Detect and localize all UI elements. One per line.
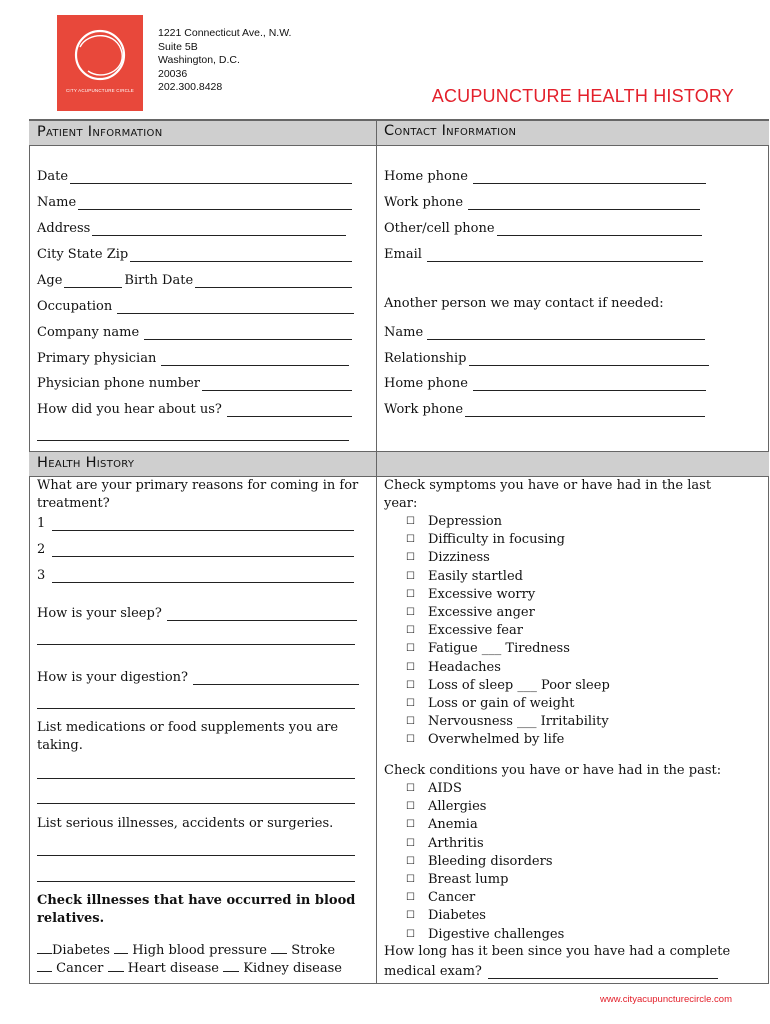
symptom-label: Loss or gain of weight	[428, 696, 575, 712]
diabetes-checkbox-blank[interactable]	[37, 941, 52, 954]
checkbox-icon[interactable]: ☐	[406, 892, 415, 904]
emergency-work-phone-field[interactable]	[384, 399, 705, 417]
primary-physician-field[interactable]	[37, 348, 349, 366]
occupation-label: Occupation	[37, 299, 113, 314]
document-title: ACUPUNCTURE HEALTH HISTORY	[431, 86, 734, 106]
address-label: Address	[37, 221, 91, 236]
emergency-work-phone-label: Work phone	[384, 402, 464, 417]
email-label: Email	[384, 247, 422, 262]
conditions-intro: Check conditions you have or have had in the past:	[384, 763, 722, 778]
condition-item[interactable]	[406, 889, 564, 907]
symptom-item[interactable]	[406, 695, 610, 713]
exam-question-line-1: How long has it been since you have had a complete	[384, 944, 731, 959]
symptom-label: Excessive anger	[428, 605, 535, 621]
condition-item[interactable]	[406, 871, 564, 889]
email-field[interactable]	[384, 244, 703, 262]
condition-item[interactable]	[406, 907, 564, 925]
home-phone-field[interactable]	[384, 166, 706, 184]
relative-diabetes: Diabetes	[52, 943, 110, 958]
relative-stroke: Stroke	[291, 943, 336, 958]
condition-label: Arthritis	[428, 835, 484, 851]
illnesses-question: List serious illnesses, accidents or surgeries.	[37, 816, 334, 831]
clinic-logo	[57, 15, 143, 111]
checkbox-icon[interactable]: ☐	[406, 783, 415, 794]
symptoms-list	[406, 513, 610, 750]
occupation-field[interactable]	[37, 296, 354, 314]
checkbox-icon[interactable]: ☐	[406, 801, 415, 813]
emergency-home-phone-label: Home phone	[384, 376, 468, 391]
checkbox-icon[interactable]: ☐	[406, 661, 415, 673]
checkbox-icon[interactable]: ☐	[406, 855, 415, 867]
condition-item[interactable]	[406, 798, 564, 816]
column-divider	[376, 120, 377, 984]
digestion-extra-line[interactable]	[37, 708, 355, 709]
emergency-home-phone-field[interactable]	[384, 373, 706, 391]
health-section-bar	[29, 451, 769, 477]
medications-line-1[interactable]	[37, 778, 355, 779]
medications-line-2[interactable]	[37, 803, 355, 804]
condition-item[interactable]	[406, 853, 564, 871]
high-bp-checkbox-blank[interactable]	[114, 941, 128, 954]
primary-physician-label: Primary physician	[37, 351, 157, 366]
symptom-item[interactable]	[406, 640, 610, 658]
name-label: Name	[37, 195, 77, 210]
city-state-zip-label: City State Zip	[37, 247, 129, 262]
symptom-item[interactable]	[406, 713, 610, 731]
patient-info-heading: Patient Information	[37, 124, 163, 140]
another-person-label: Another person we may contact if needed:	[384, 296, 664, 311]
condition-label: Bleeding disorders	[428, 853, 553, 869]
condition-label: AIDS	[428, 781, 462, 796]
birth-date-label: Birth Date	[124, 273, 194, 288]
age-birthdate-field[interactable]	[37, 270, 352, 288]
symptom-item[interactable]	[406, 604, 610, 622]
symptom-label: Dizziness	[428, 550, 490, 566]
symptom-label: Easily startled	[428, 568, 523, 584]
relationship-label: Relationship	[384, 351, 467, 366]
address-line: Washington, D.C.	[158, 54, 240, 66]
condition-item[interactable]	[406, 780, 564, 798]
relative-cancer: Cancer	[56, 961, 104, 976]
company-name-label: Company name	[37, 325, 140, 340]
condition-label: Allergies	[428, 799, 487, 815]
symptom-label: Loss of sleep ___ Poor sleep	[428, 677, 610, 693]
symptom-item[interactable]	[406, 622, 610, 640]
hear-about-extra-line[interactable]	[37, 440, 349, 441]
digestion-label: How is your digestion?	[37, 670, 188, 685]
sleep-label: How is your sleep?	[37, 606, 162, 621]
symptoms-intro: Check symptoms you have or have had in the last year:	[384, 478, 712, 512]
other-cell-phone-label: Other/cell phone	[384, 221, 495, 236]
symptom-label: Excessive fear	[428, 623, 523, 639]
checkbox-icon[interactable]: ☐	[406, 516, 415, 527]
symptom-item[interactable]	[406, 731, 610, 749]
digestion-field[interactable]	[37, 667, 359, 685]
city-state-zip-field[interactable]	[37, 244, 352, 262]
symptom-label: Depression	[428, 514, 503, 529]
symptom-label: Overwhelmed by life	[428, 732, 565, 748]
hear-about-label: How did you hear about us?	[37, 402, 222, 417]
conditions-list	[406, 780, 564, 944]
symptom-label: Headaches	[428, 659, 501, 675]
relative-kidney-disease: Kidney disease	[243, 961, 342, 976]
checkbox-icon[interactable]: ☐	[406, 874, 415, 886]
clinic-address	[158, 27, 291, 95]
relatives-row-2	[37, 959, 342, 978]
symptom-item[interactable]	[406, 659, 610, 677]
other-cell-phone-field[interactable]	[384, 218, 702, 236]
relative-heart-disease: Heart disease	[127, 961, 219, 976]
symptom-item[interactable]	[406, 513, 610, 531]
circle-logo-icon	[70, 25, 130, 85]
blood-relatives-heading: Check illnesses that have occurred in blood relatives.	[37, 893, 356, 927]
cancer-checkbox-blank[interactable]	[37, 959, 52, 972]
logo-text: CITY ACUPUNCTURE CIRCLE	[65, 88, 135, 93]
address-field[interactable]	[37, 218, 346, 236]
relatives-row-1	[37, 941, 335, 960]
condition-label: Anemia	[428, 817, 478, 833]
checkbox-icon[interactable]: ☐	[406, 928, 415, 940]
reason-number: 2	[37, 542, 46, 557]
primary-reasons-question: What are your primary reasons for coming in for treatment?	[37, 478, 359, 512]
condition-item[interactable]	[406, 835, 564, 853]
checkbox-icon[interactable]: ☐	[406, 679, 415, 691]
illnesses-line-1[interactable]	[37, 855, 355, 856]
symptom-item[interactable]	[406, 549, 610, 567]
stroke-checkbox-blank[interactable]	[271, 941, 287, 954]
reason-2-field[interactable]	[37, 539, 354, 557]
sleep-field[interactable]	[37, 603, 357, 621]
condition-item[interactable]	[406, 926, 564, 944]
symptom-item[interactable]	[406, 677, 610, 695]
checkbox-icon[interactable]: ☐	[406, 552, 415, 564]
contact-info-heading: Contact Information	[384, 123, 517, 139]
illnesses-line-2[interactable]	[37, 881, 355, 882]
address-line: 1221 Connecticut Ave., N.W.	[158, 27, 292, 39]
symptom-item[interactable]	[406, 568, 610, 586]
checkbox-icon[interactable]: ☐	[406, 643, 415, 655]
physician-phone-field[interactable]	[37, 373, 352, 391]
home-phone-label: Home phone	[384, 169, 468, 184]
date-label: Date	[37, 169, 69, 184]
condition-item[interactable]	[406, 816, 564, 834]
date-field[interactable]	[37, 166, 352, 184]
sleep-extra-line[interactable]	[37, 644, 355, 645]
company-name-field[interactable]	[37, 322, 352, 340]
checkbox-icon[interactable]: ☐	[406, 570, 415, 582]
relationship-field[interactable]	[384, 348, 709, 366]
checkbox-icon[interactable]: ☐	[406, 534, 415, 546]
age-label: Age	[37, 273, 63, 288]
checkbox-icon[interactable]: ☐	[406, 910, 415, 922]
symptom-label: Difficulty in focusing	[428, 532, 565, 548]
checkbox-icon[interactable]: ☐	[406, 837, 415, 849]
emergency-name-field[interactable]	[384, 322, 705, 340]
symptom-label: Excessive worry	[428, 586, 536, 602]
exam-question-line-2: medical exam?	[384, 964, 482, 979]
kidney-disease-checkbox-blank[interactable]	[223, 959, 239, 972]
checkbox-icon[interactable]: ☐	[406, 588, 415, 600]
work-phone-field[interactable]	[384, 192, 700, 210]
condition-label: Digestive challenges	[428, 926, 565, 942]
work-phone-label: Work phone	[384, 195, 464, 210]
condition-label: Diabetes	[428, 908, 486, 924]
reason-number: 1	[37, 516, 46, 531]
health-history-heading: Health History	[37, 455, 135, 471]
physician-phone-label: Physician phone number	[37, 376, 201, 391]
symptom-item[interactable]	[406, 586, 610, 604]
reason-1-field[interactable]	[37, 513, 354, 531]
symptom-item[interactable]	[406, 531, 610, 549]
checkbox-icon[interactable]: ☐	[406, 716, 415, 728]
address-line: 20036	[158, 67, 188, 80]
symptom-label: Fatigue ___ Tiredness	[428, 641, 570, 657]
checkbox-icon[interactable]: ☐	[406, 734, 415, 746]
reason-3-field[interactable]	[37, 565, 354, 583]
address-line: Suite 5B	[158, 40, 198, 53]
phone-number: 202.300.8428	[158, 81, 223, 93]
website-link[interactable]: www.cityacupuncturecircle.com	[600, 994, 732, 1005]
contact-bar	[376, 120, 769, 146]
emergency-name-label: Name	[384, 325, 424, 340]
checkbox-icon[interactable]: ☐	[406, 819, 415, 831]
heart-disease-checkbox-blank[interactable]	[108, 959, 124, 972]
name-field[interactable]	[37, 192, 352, 210]
checkbox-icon[interactable]: ☐	[406, 698, 415, 710]
checkbox-icon[interactable]: ☐	[406, 625, 415, 637]
checkbox-icon[interactable]: ☐	[406, 607, 415, 619]
reason-number: 3	[37, 568, 46, 583]
hear-about-field[interactable]	[37, 399, 352, 417]
condition-label: Cancer	[428, 890, 476, 906]
symptom-label: Nervousness ___ Irritability	[428, 714, 609, 730]
relative-high-blood-pressure: High blood pressure	[132, 943, 267, 958]
exam-question-field[interactable]	[384, 961, 718, 979]
medications-question: List medications or food supplements you are taking.	[37, 720, 339, 754]
condition-label: Breast lump	[428, 872, 509, 888]
